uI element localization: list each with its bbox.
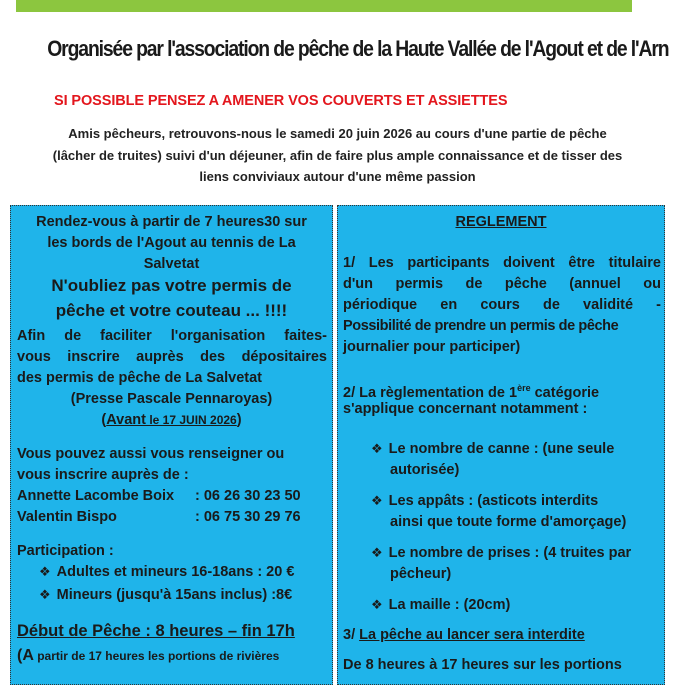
meeting-line: Salvetat [143,256,200,272]
deadline [11,411,332,429]
contact-name: Annette Lacombe Boix [17,488,175,504]
deadline-part: ( [101,412,107,428]
reminder-line: N'oubliez pas votre permis de [51,276,292,295]
rules-title: REGLEMENT [455,214,547,230]
rule-bullet-text: Les appâts : (asticots interdits [388,493,599,509]
diamond-bullet-icon: ❖ [371,597,383,612]
rule-line: 1/ Les participants doivent être titulaire [343,255,661,271]
rule-part: 2/ La règlementation de 1 [343,384,518,401]
rule-superscript: ère [517,383,531,393]
contact-phone: : 06 75 30 29 76 [195,509,301,525]
rule-bullet [371,440,614,458]
rule-bullet-text: pêcheur) [390,566,452,582]
diamond-bullet-icon: ❖ [39,587,51,602]
deadline-part: Avant [106,412,146,428]
price-item [39,563,294,581]
rule-part: catégorie [530,384,600,401]
rule-bullet-text: autorisée) [390,462,460,478]
contact-phone: : 06 26 30 23 50 [195,488,301,504]
meeting-line: les bords de l'Agout au tennis de La [47,235,296,251]
deadline-date: le 17 JUIN 2026 [146,413,237,427]
price-text: Adultes et mineurs 16-18ans : 20 € [56,564,295,580]
diamond-bullet-icon: ❖ [371,441,383,456]
closing-note-part: partir de 17 heures les portions de rivières [33,649,280,663]
registration-line: des permis de pêche de La Salvetat [17,370,262,386]
rule-line: s'applique concernant notamment : [343,401,588,417]
closing-note-part: (A [17,647,34,664]
rule-line: Possibilité de prendre un permis de pêche [343,318,619,334]
meeting-line: Rendez-vous à partir de 7 heures30 sur [36,214,307,230]
rule-bullet [371,596,510,614]
rule-line [343,379,661,402]
rule-bullet-text: Le nombre de canne : (une seule [388,441,615,457]
rule-line [343,626,585,644]
intro-line: (lâcher de truites) suivi d'un déjeuner, afin de faire plus ample connaissance et de tisser des [52,147,623,163]
registration-line: vous inscrire auprès des dépositaires [17,349,327,365]
registration-line: Afin de faciliter l'organisation faites- [17,328,327,344]
contact-name: Valentin Bispo [17,509,117,525]
rule-bullet-text: ainsi que toute forme d'amorçage) [390,514,627,530]
rule-bullet [371,544,631,562]
intro-line: Amis pêcheurs, retrouvons-nous le samedi 20 juin 2026 au cours d'une partie de pêche [68,126,607,141]
contact-intro: Vous pouvez aussi vous renseigner ou [17,446,285,462]
organizer-heading: Organisée par l'association de pêche de la Haute Vallée de l'Agout et de l'Arn [47,36,669,61]
contact-intro: vous inscrire auprès de : [17,467,189,483]
depositary-name: (Presse Pascale Pennaroyas) [70,391,273,407]
price-text: Mineurs (jusqu'à 15ans inclus) :8€ [56,587,293,603]
fishing-hours: Début de Pêche : 8 heures – fin 17h [17,622,295,640]
rule-part: 3/ [343,627,360,643]
intro-paragraph [10,123,665,188]
rule-bullet [371,492,598,510]
info-panel [10,205,333,685]
reminder-line: pêche et votre couteau ... !!!! [55,301,288,320]
rule-part: La pêche au lancer sera interdite [359,627,585,643]
rule-bullet-text: La maille : (20cm) [388,597,511,613]
rule-line: périodique en cours de validité - [343,297,661,313]
participation-label: Participation : [17,543,114,559]
top-green-banner [16,0,632,12]
rule-line: De 8 heures à 17 heures sur les portions [343,657,622,673]
closing-note [17,647,279,665]
price-item [39,586,292,604]
rules-panel [337,205,665,685]
rule-line: journalier pour participer) [343,339,521,355]
cutlery-reminder: SI POSSIBLE PENSEZ A AMENER VOS COUVERTS ET ASSIETTES [54,93,508,109]
rule-bullet-text: Le nombre de prises : (4 truites par [388,545,632,561]
diamond-bullet-icon: ❖ [39,564,51,579]
diamond-bullet-icon: ❖ [371,493,383,508]
diamond-bullet-icon: ❖ [371,545,383,560]
intro-line: liens conviviaux autour d'une même passion [199,169,476,184]
deadline-part: ) [236,412,242,428]
rule-line: d'un permis de pêche (annuel ou [343,276,661,292]
